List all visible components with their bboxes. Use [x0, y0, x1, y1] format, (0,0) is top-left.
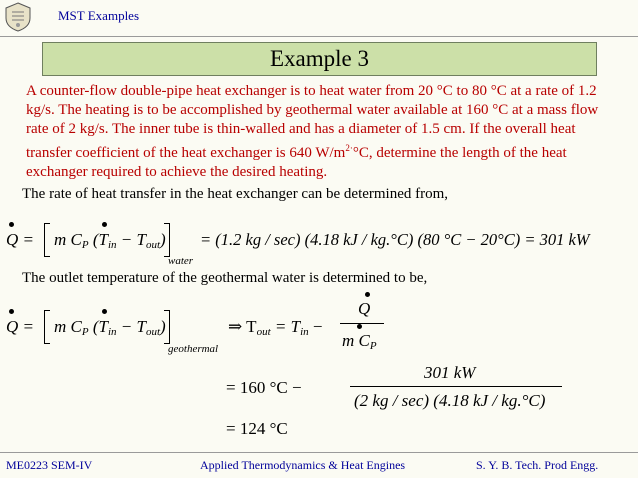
header-title: MST Examples — [58, 8, 140, 23]
institute-logo — [4, 2, 32, 32]
slide-title: Example 3 — [42, 42, 597, 76]
eq2-frac-den: m $C_P$ — [342, 331, 377, 352]
rate-of-heat-text: The rate of heat transfer in the heat exchanger can be determined from, — [22, 186, 449, 202]
eq2-bracket-left — [44, 310, 50, 344]
eq2-frac-line — [340, 323, 384, 324]
footer-right: S. Y. B. Tech. Prod Engg. — [476, 458, 599, 472]
header-divider — [0, 36, 638, 37]
eq3-num: 301 kW — [424, 363, 476, 382]
eq1-lhs: Q = — [6, 230, 34, 249]
eq2-implies: ⇒ $T_{out} = T_{in}$ − — [228, 317, 323, 338]
eq2-body: m $C_P$ $(T_{in} - T_{out})$ — [54, 317, 166, 338]
outlet-temp-text: The outlet temperature of the geothermal water is determined to be, — [22, 270, 428, 286]
eq1-sub-water: water — [168, 255, 194, 267]
dot-tin2 — [102, 309, 107, 314]
dot-tin1 — [102, 222, 107, 227]
eq2-lhs: Q = — [6, 317, 34, 336]
eq3-lead: = 160 °C − — [226, 378, 302, 397]
dot-m — [357, 324, 362, 329]
eq2-frac-num: Q — [358, 299, 371, 318]
eq1-bracket-left — [44, 223, 50, 257]
dot-q3 — [365, 292, 370, 297]
dot-q2 — [9, 309, 14, 314]
dot-q1 — [9, 222, 14, 227]
eq1-body: m $C_P$ $(T_{in} - T_{out})$ — [54, 230, 166, 251]
eq2-sub-geothermal: geothermal — [168, 343, 219, 355]
eq1-rhs: = (1.2 kg / sec) (4.18 kJ / kg.°C) (80 °C − 20°C) = 301 kW — [200, 230, 590, 249]
problem-statement: A counter-flow double-pipe heat exchanger is to heat water from 20 °C to 80 °C at a rate of 1.2 kg/s. The heating is to be accomplished by geothermal water available at 160 °C at a mass flow rate of 2 kg/s. The inner tube is thin-walled and has a diameter of 1.5 cm. If the overall heat transfer coefficient of the heat exchanger is 640 $W/m^{2\cdot}^\circ C$, determine the length of the heat exchanger required to achieve the desired heating. — [26, 83, 599, 180]
eq3-den: (2 kg / sec) (4.18 kJ / kg.°C) — [354, 391, 546, 410]
footer-center: Applied Thermodynamics & Heat Engines — [200, 458, 406, 472]
footer-divider — [0, 452, 638, 453]
eq4-result: = 124 °C — [226, 419, 288, 438]
eq3-frac-line — [350, 386, 562, 387]
footer-left: ME0223 SEM-IV — [6, 458, 93, 472]
